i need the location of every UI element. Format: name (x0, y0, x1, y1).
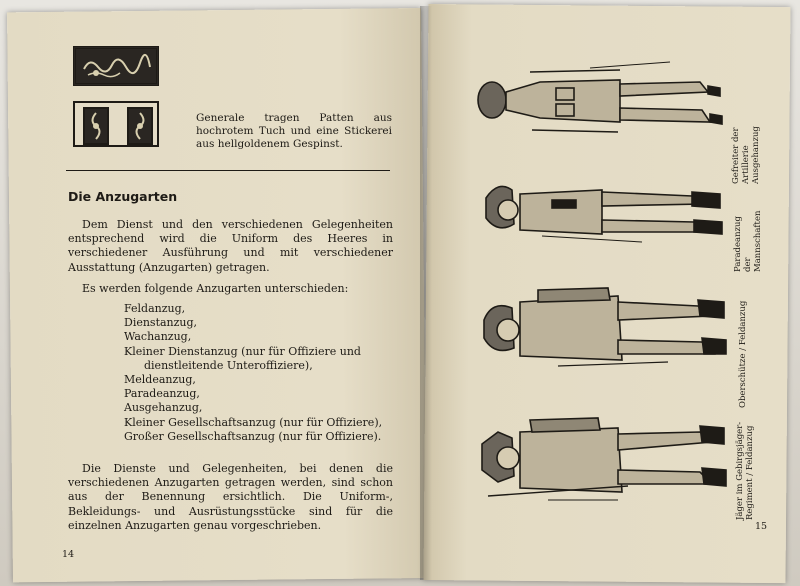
collar-patch-embroidered (73, 46, 159, 86)
list-item: Wachanzug, (124, 330, 192, 344)
book-gutter (420, 6, 432, 580)
section-heading: Die Anzugarten (68, 189, 178, 204)
collar-patch-right (127, 107, 153, 145)
page-number-left: 14 (62, 549, 75, 560)
list-item: Feldanzug, (124, 302, 186, 315)
closing-paragraph: Die Dienste und Gelegenheiten, bei denen die verschiedenen Anzugarten getragen werden, sind schon aus der Benennung ersichtlich. Die Uniform-, Bekleidungs- und Ausrüstungsstücke sind für die einzelnen Anzugarten genau vorgeschrieben. (68, 462, 393, 532)
embroidery-pattern-icon (76, 49, 156, 83)
list-item: Kleiner Dienstanzug (nur für Offiziere und dienstleitende Unteroffiziere), (124, 344, 361, 372)
collar-patches-pair (73, 101, 159, 147)
list-item: Ausgehanzug, (124, 401, 203, 415)
intro-paragraph: Dem Dienst und den verschiedenen Gelegenheiten entsprechend wird die Uniform des Heeres in verschiedener Ausführung und mit verschiedener Ausstattung (Anzugarten) getragen. (68, 218, 393, 274)
soldier-artillery-illustration (470, 52, 725, 148)
soldier-mountain-illustration (478, 410, 728, 510)
patch-caption: Generale tragen Patten aus hochrotem Tuch und eine Stickerei aus hellgoldenem Gespinst. (196, 112, 392, 150)
figure-label-parade: Paradeanzug der Mannschaften (733, 210, 763, 272)
uniform-types-list (124, 302, 394, 444)
list-item: Meldeanzug, (124, 373, 196, 387)
figure-label-field: Oberschütze / Feldanzug (738, 300, 748, 408)
page-number-right: 15 (755, 521, 768, 532)
embroidery-icon (129, 109, 151, 143)
section-divider (66, 170, 390, 171)
list-item: Großer Gesellschaftsanzug (nur für Offiziere). (124, 429, 382, 443)
soldier-parade-illustration (482, 172, 728, 250)
list-intro: Es werden folgende Anzugarten unterschieden: (82, 282, 349, 295)
figure-label-artillery: Gefreiter der Artillerie Ausgehanzug (731, 126, 761, 184)
embroidery-icon (85, 109, 107, 143)
collar-patch-left (83, 107, 109, 145)
list-item: Kleiner Gesellschaftsanzug (nur für Offiziere), (124, 415, 383, 429)
figure-label-mountain: Jäger im Gebirgsjäger- Regiment / Feldanzug (735, 421, 755, 520)
list-item: Paradeanzug, (124, 387, 200, 401)
list-item: Dienstanzug, (124, 316, 198, 330)
soldier-field-illustration (478, 282, 728, 378)
